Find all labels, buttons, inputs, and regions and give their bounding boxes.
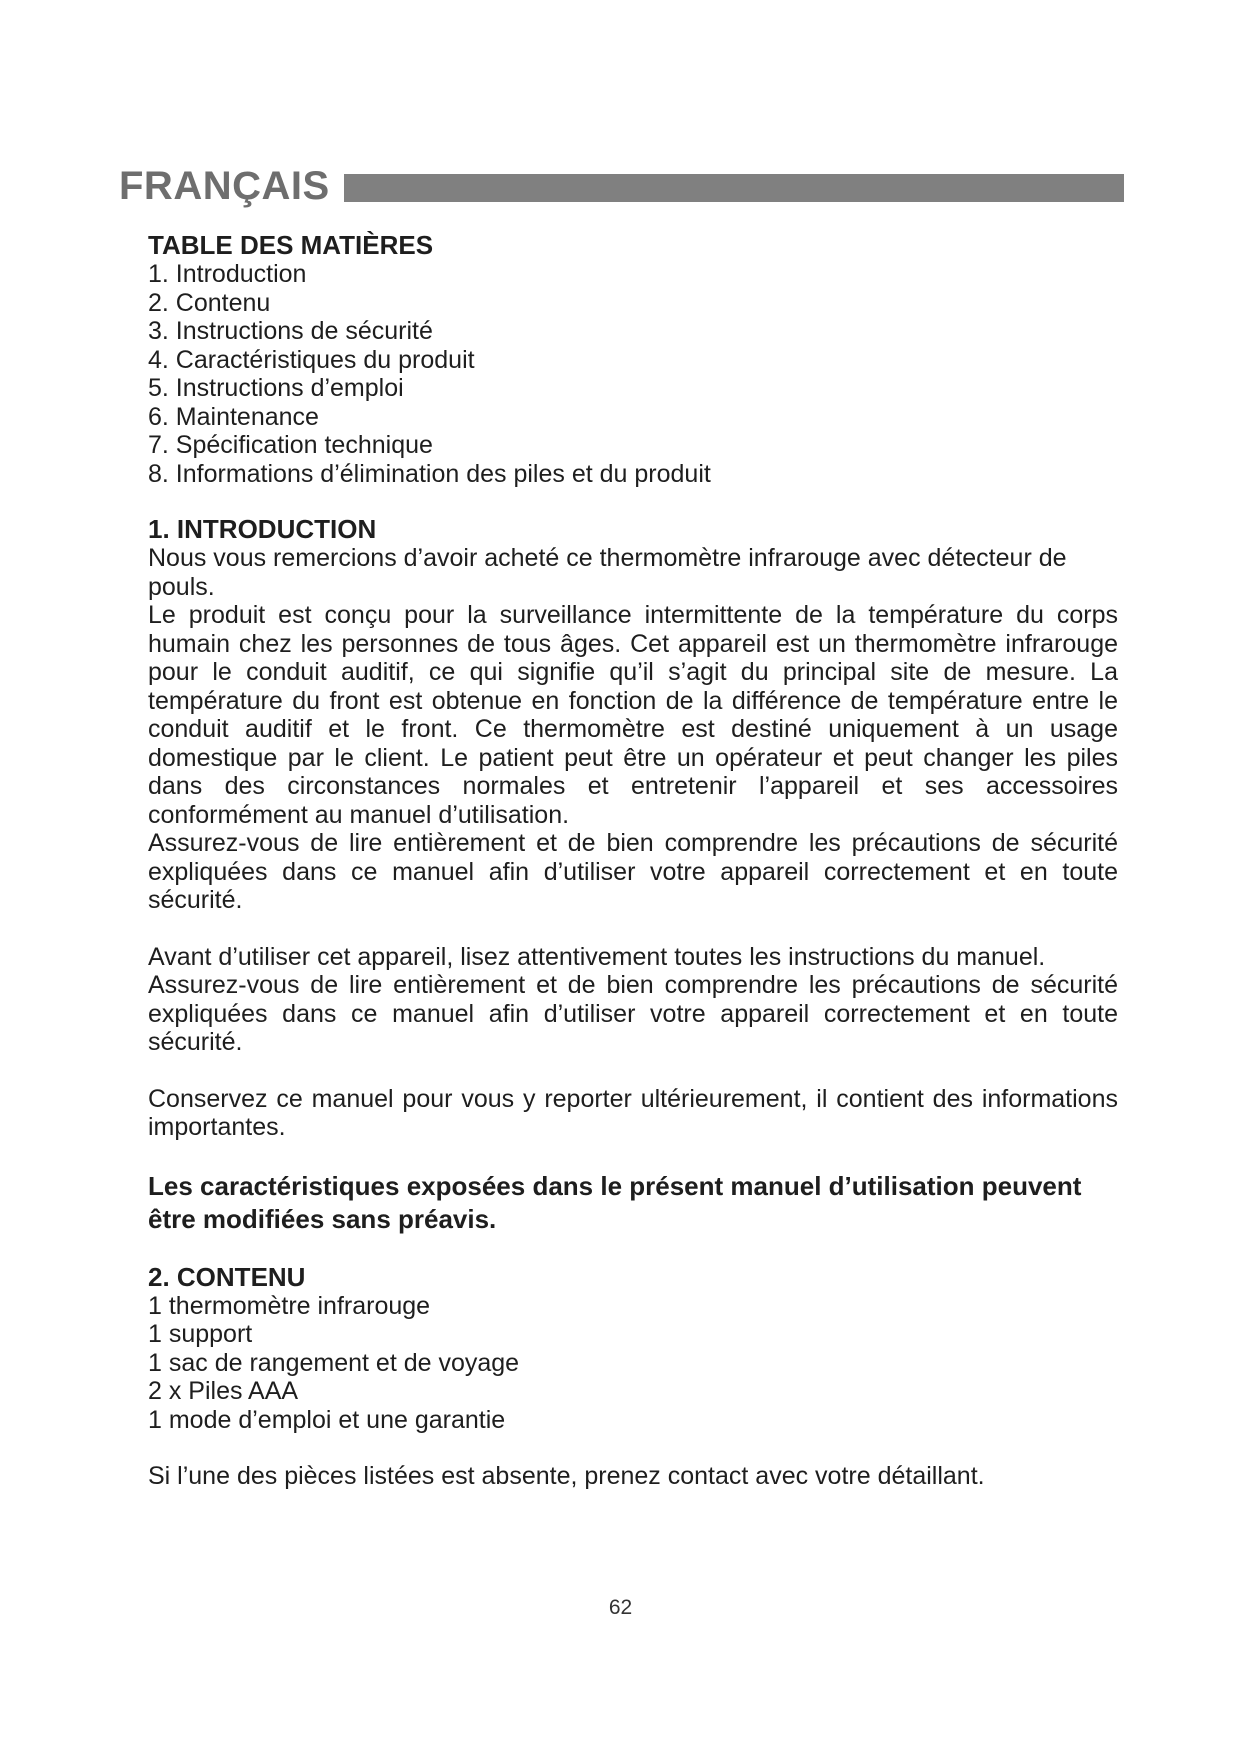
toc-item: 6. Maintenance <box>148 402 319 431</box>
notice-text: Les caractéristiques exposées dans le présent manuel d’utilisation peuvent être modifiées sans préavis. <box>148 1170 1082 1234</box>
header-bar <box>344 174 1124 202</box>
toc-item: 1. Introduction <box>148 260 307 288</box>
contents-item: 1 mode d’emploi et une garantie <box>148 1405 506 1434</box>
contents-item: 1 support <box>148 1320 253 1348</box>
toc-section <box>148 230 1118 488</box>
introduction-title: 1. INTRODUCTION <box>148 514 377 544</box>
contents-item: 2 x Piles AAA <box>148 1377 299 1405</box>
contents-item: 1 thermomètre infrarouge <box>148 1291 431 1320</box>
intro-paragraph: Assurez-vous de lire entièrement et de bien comprendre les précautions de sécurité expliquées dans ce manuel afin d’utiliser votre appareil correctement et en toute sécurité. <box>148 829 1118 914</box>
contents-list <box>148 1292 1118 1435</box>
toc-item: 7. Spécification technique <box>148 431 433 459</box>
page-number: 62 <box>608 1596 633 1619</box>
toc-item: 5. Instructions d’emploi <box>148 374 404 402</box>
toc-item: 4. Caractéristiques du produit <box>148 345 475 374</box>
intro-paragraph: Nous vous remercions d’avoir acheté ce thermomètre infrarouge avec détecteur de pouls. <box>148 544 1067 601</box>
intro-paragraph: Assurez-vous de lire entièrement et de bien comprendre les précautions de sécurité expliquées dans ce manuel afin d’utiliser votre appareil correctement et en toute sécurité. <box>148 971 1118 1056</box>
introduction-section <box>148 514 1118 1236</box>
page-content <box>148 230 1118 1491</box>
contents-title: 2. CONTENU <box>148 1261 306 1292</box>
contents-item: 1 sac de rangement et de voyage <box>148 1348 520 1377</box>
toc-item: 3. Instructions de sécurité <box>148 317 433 345</box>
toc-list <box>148 260 1118 488</box>
toc-item: 8. Informations d’élimination des piles et du produit <box>148 459 711 488</box>
intro-paragraph: Le produit est conçu pour la surveillance intermittente de la température du corps humain chez les personnes de tous âges. Cet appareil est un thermomètre infrarouge pour le conduit auditif, ce qui signifie qu’il s’agit du principal site de mesure. La température du front est obtenue en fonction de la différence de température entre le conduit auditif et le front. Ce thermomètre est destiné uniquement à un usage domestique par le client. Le patient peut être un opérateur et peut changer les piles dans des circonstances normales et entretenir l’appareil et ses accessoires conformément au manuel d’utilisation. <box>148 601 1118 829</box>
language-title: FRANÇAIS <box>119 164 330 208</box>
toc-item: 2. Contenu <box>148 288 271 317</box>
intro-paragraph: Conservez ce manuel pour vous y reporter ultérieurement, il contient des informations importantes. <box>148 1084 1118 1141</box>
contents-note: Si l’une des pièces listées est absente, prenez contact avec votre détaillant. <box>148 1462 985 1490</box>
intro-paragraph: Avant d’utiliser cet appareil, lisez attentivement toutes les instructions du manuel. <box>148 942 1046 971</box>
contents-section <box>148 1262 1118 1491</box>
language-header <box>119 166 1124 206</box>
toc-title: TABLE DES MATIÈRES <box>148 230 434 260</box>
